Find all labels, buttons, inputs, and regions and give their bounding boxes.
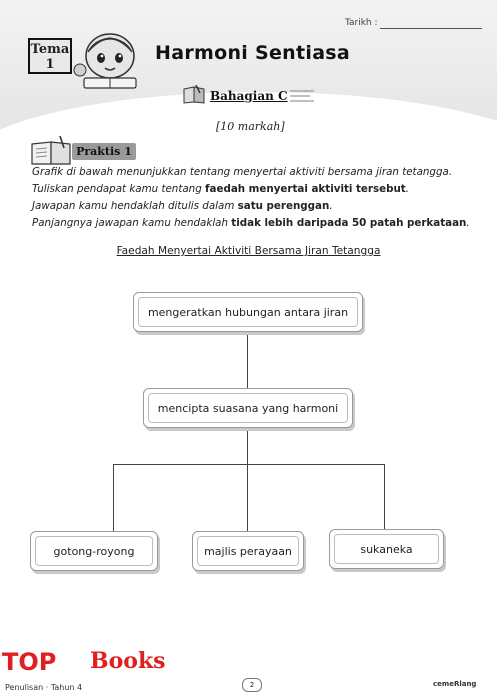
date-line: [380, 28, 482, 29]
middle-node: [143, 388, 353, 428]
publisher-logo: cemeRlang: [433, 680, 477, 688]
instruction-text: .: [329, 200, 333, 212]
practice-label: Praktis 1: [72, 143, 136, 160]
top-node: [133, 292, 363, 332]
page-title: Harmoni Sentiasa: [155, 42, 351, 64]
instruction-emphasis: satu perenggan: [237, 200, 330, 212]
open-book-icon: [30, 136, 74, 166]
connector-line: [247, 331, 248, 389]
connector-line: [113, 464, 385, 465]
instruction-emphasis: faedah menyertai aktiviti tersebut: [205, 183, 406, 195]
connector-line: [247, 427, 248, 464]
date-label: Tarikh :: [345, 18, 378, 28]
instruction-text: Jawapan kamu hendaklah ditulis dalam: [32, 200, 238, 212]
instruction-text: .: [466, 217, 470, 229]
node-label: sukaneka: [360, 542, 413, 556]
node-label: majlis perayaan: [204, 544, 292, 558]
instruction-line-3: [32, 199, 472, 213]
node-label: mengeratkan hubungan antara jiran: [147, 305, 349, 319]
leaf-node: [192, 531, 304, 571]
theme-box: [28, 38, 72, 74]
instruction-text: .: [405, 183, 410, 195]
node-label: mencipta suasana yang harmoni: [157, 401, 339, 415]
decorative-lines-icon: [288, 87, 318, 109]
book-icon: [182, 85, 208, 105]
theme-word: Tema: [30, 42, 70, 57]
instruction-line-2: [32, 182, 472, 196]
instruction-line-1: Grafik di bawah menunjukkan tentang menyertai aktiviti bersama jiran tetangga.: [32, 166, 453, 178]
instruction-line-4: [32, 216, 472, 230]
leaf-node: [30, 531, 158, 571]
instruction-emphasis: tidak lebih daripada 50 patah perkataan: [231, 217, 467, 229]
watermark-top: TOP: [2, 648, 57, 676]
theme-number: 1: [45, 57, 55, 72]
footer-label: Penulisan · Tahun 4: [5, 683, 83, 692]
connector-line: [384, 464, 385, 532]
instruction-text: Panjangnya jawapan kamu hendaklah: [32, 217, 232, 229]
connector-line: [113, 464, 114, 532]
watermark-books: Books: [90, 648, 166, 674]
page-number: 2: [242, 678, 262, 692]
marks-label: [10 markah]: [216, 120, 285, 133]
diagram-title: Faedah Menyertai Aktiviti Bersama Jiran Tetangga: [116, 245, 381, 257]
connector-line: [247, 464, 248, 532]
node-label: gotong-royong: [53, 544, 135, 558]
leaf-node: [329, 529, 444, 569]
section-heading: Bahagian C: [210, 89, 288, 103]
instruction-text: Tuliskan pendapat kamu tentang: [32, 183, 206, 195]
student-reading-icon: [70, 26, 148, 94]
